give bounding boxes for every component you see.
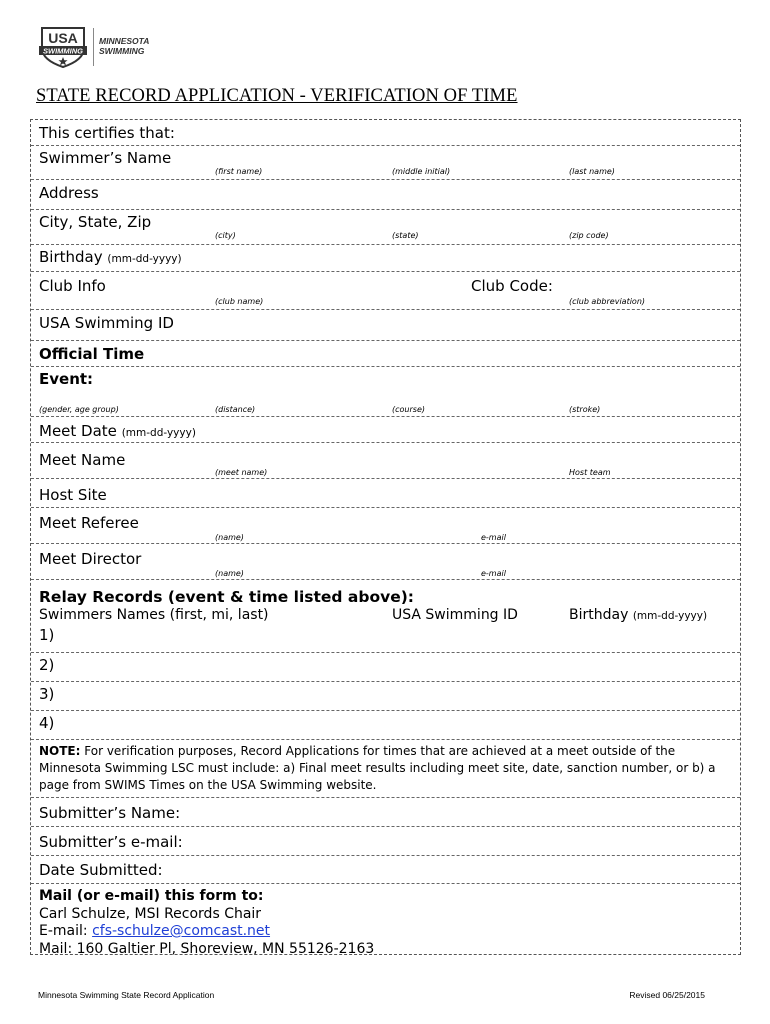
birthday-field[interactable] <box>31 245 740 272</box>
middle-initial-hint: (middle initial) <box>392 167 451 176</box>
meet-date-label <box>39 422 196 440</box>
meet-referee-label: Meet Referee <box>39 514 139 532</box>
submitter-email-field[interactable] <box>31 827 740 856</box>
relay-heading: Relay Records (event & time listed above): <box>39 588 415 606</box>
meet-name-hint: (meet name) <box>215 468 268 477</box>
address-field[interactable] <box>31 180 740 210</box>
footer-left: Minnesota Swimming State Record Application <box>38 990 215 1000</box>
swimmer-name-label: Swimmer’s Name <box>39 149 172 167</box>
footer-right: Revised 06/25/2015 <box>629 990 705 1000</box>
logo-usa-text: USA <box>48 30 78 46</box>
usa-id-field[interactable] <box>31 310 740 341</box>
mail-email-link[interactable]: cfs-schulze@comcast.net <box>92 923 271 939</box>
host-team-hint: Host team <box>569 468 611 477</box>
meet-name-field[interactable] <box>31 443 740 479</box>
last-name-hint: (last name) <box>569 167 615 176</box>
club-code-label: Club Code: <box>471 277 553 295</box>
event-field[interactable] <box>31 367 740 417</box>
relay-col-id: USA Swimming ID <box>392 607 518 623</box>
note-body: For verification purposes, Record Applications for times that are achieved at a meet outside of the Minnesota Swimming LSC must include: a) Final meet results including meet site, date, sanction number, or b) a page from SWIMS Times on the USA Swimming website. <box>39 744 716 792</box>
relay-header <box>31 580 740 624</box>
relay-row-number: 2) <box>39 656 55 674</box>
address-label: Address <box>39 184 99 202</box>
official-time-label: Official Time <box>39 345 145 363</box>
club-name-hint: (club name) <box>215 297 264 306</box>
lsc-line1: MINNESOTA <box>99 36 150 46</box>
logo-divider <box>93 28 94 66</box>
relay-row-3[interactable] <box>31 682 740 711</box>
city-state-zip-label: City, State, Zip <box>39 213 152 231</box>
relay-row-number: 3) <box>39 685 55 703</box>
course-hint: (course) <box>392 405 425 414</box>
distance-hint: (distance) <box>215 405 256 414</box>
mail-heading: Mail (or e-mail) this form to: <box>39 888 264 904</box>
city-state-zip-field[interactable] <box>31 210 740 245</box>
record-application-form <box>30 119 741 955</box>
referee-name-hint: (name) <box>215 533 244 542</box>
club-info-field[interactable] <box>31 272 740 310</box>
host-site-field[interactable] <box>31 479 740 508</box>
meet-director-label: Meet Director <box>39 550 142 568</box>
first-name-hint: (first name) <box>215 167 263 176</box>
event-label: Event: <box>39 370 94 388</box>
mail-email-line <box>39 923 374 941</box>
city-hint: (city) <box>215 231 236 240</box>
mail-block <box>39 888 374 958</box>
director-email-hint: e-mail <box>481 569 506 578</box>
stroke-hint: (stroke) <box>569 405 601 414</box>
mail-address: Mail: 160 Galtier Pl, Shoreview, MN 55126-2163 <box>39 940 375 957</box>
meet-date-field[interactable] <box>31 417 740 443</box>
meet-date-text: Meet Date <box>39 422 117 440</box>
date-submitted-field[interactable] <box>31 856 740 884</box>
usa-id-label: USA Swimming ID <box>39 314 174 332</box>
swimmer-name-field[interactable] <box>31 146 740 180</box>
birthday-format: (mm-dd-yyyy) <box>107 253 182 265</box>
lsc-line2: SWIMMING <box>99 46 145 56</box>
director-name-hint: (name) <box>215 569 244 578</box>
zip-hint: (zip code) <box>569 231 609 240</box>
note-text <box>39 743 732 794</box>
referee-email-hint: e-mail <box>481 533 506 542</box>
page-title: STATE RECORD APPLICATION - VERIFICATION OF TIME <box>36 86 518 106</box>
birthday-label <box>39 248 182 266</box>
submitter-email-label: Submitter’s e-mail: <box>39 833 183 851</box>
relay-row-number: 4) <box>39 714 55 732</box>
relay-row-4[interactable] <box>31 711 740 740</box>
relay-birthday-format: (mm-dd-yyyy) <box>632 610 708 622</box>
mail-email-label: E-mail: <box>39 923 88 939</box>
gender-age-hint: (gender, age group) <box>39 405 119 414</box>
note-label: NOTE: <box>39 744 81 758</box>
state-hint: (state) <box>392 231 419 240</box>
meet-referee-field[interactable] <box>31 508 740 544</box>
submitter-name-label: Submitter’s Name: <box>39 804 181 822</box>
relay-birthday-text: Birthday <box>569 607 629 623</box>
host-site-label: Host Site <box>39 486 107 504</box>
note-section <box>31 740 740 798</box>
relay-col-birthday <box>569 607 707 623</box>
official-time-field[interactable] <box>31 341 740 367</box>
mail-section <box>31 884 740 956</box>
club-info-label: Club Info <box>39 277 106 295</box>
date-submitted-label: Date Submitted: <box>39 861 163 879</box>
relay-row-number: 1) <box>39 626 55 644</box>
relay-row-2[interactable] <box>31 653 740 682</box>
meet-name-label: Meet Name <box>39 451 126 469</box>
meet-director-field[interactable] <box>31 544 740 580</box>
submitter-name-field[interactable] <box>31 798 740 827</box>
certifies-row <box>31 120 740 146</box>
relay-row-1[interactable] <box>31 624 740 653</box>
logo-swimming-text: SWIMMING <box>43 46 83 56</box>
birthday-text: Birthday <box>39 248 103 266</box>
certifies-label: This certifies that: <box>39 124 175 142</box>
mail-contact: Carl Schulze, MSI Records Chair <box>39 905 262 922</box>
usa-swimming-logo <box>38 26 178 68</box>
club-abbrev-hint: (club abbreviation) <box>569 297 646 306</box>
lsc-name <box>99 36 149 56</box>
meet-date-format: (mm-dd-yyyy) <box>121 427 196 439</box>
usa-swimming-shield-icon <box>38 26 88 68</box>
relay-col-names: Swimmers Names (first, mi, last) <box>39 607 269 623</box>
